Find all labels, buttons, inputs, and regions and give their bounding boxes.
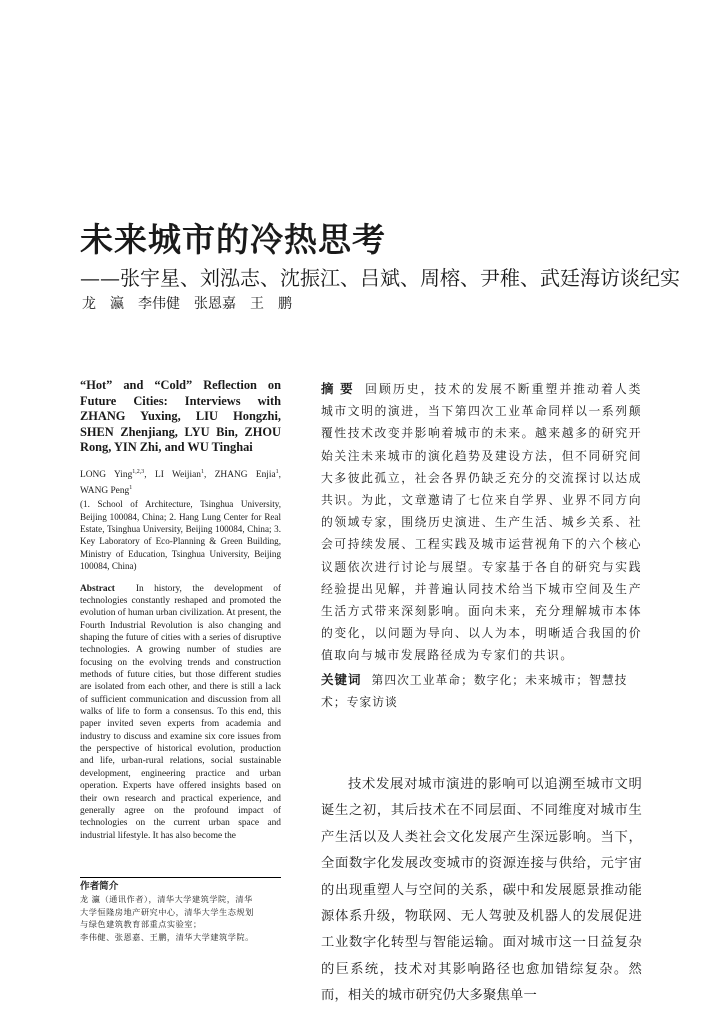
chinese-abstract-text: 回顾历史，技术的发展不断重塑并推动着人类城市文明的演进，当下第四次工业革命同样以一系列颠覆性技术改变并影响着城市的未来。越来越多的研究开始关注未来城市的演化趋势及建设方法，但不同研究间大多彼此孤立，社会各界仍缺乏充分的交流探讨以达成共识。为此，文章邀请了七位来自学界、业界不同方向的领域专家，围绕历史演进、生产生活、城乡关系、社会可持续发展、工程实践及城市运营视角下的六个核心议题依次进行讨论与展望。专家基于各自的研究与实践经验提出见解，并普遍认同技术给当下城市空间及生产生活方式带来深刻影响。面向未来，充分理解城市本体的变化，以问题为导向、以人为本，明晰适合我国的价值取向与城市发展路径成为专家们的共识。 xyxy=(321,382,642,663)
english-abstract xyxy=(80,583,281,842)
article-authors: 龙 瀛 李伟健 张恩嘉 王 鹏 xyxy=(82,296,292,312)
english-abstract-label: Abstract xyxy=(80,583,115,594)
chinese-abstract-column xyxy=(321,378,642,713)
chinese-keywords xyxy=(321,669,642,713)
english-author-2: , LI Weijian xyxy=(144,470,201,481)
english-authors xyxy=(80,466,281,498)
author-intro-line: 与绿色建筑教育部重点实验室； xyxy=(80,919,202,930)
english-author-4: , WANG Peng xyxy=(80,470,282,497)
keywords-text: 第四次工业革命；数字化；未来城市；智慧技术；专家访谈 xyxy=(321,672,628,709)
english-affiliations: (1. School of Architecture, Tsinghua University, Beijing 100084, China; 2. Hang Lung Center for Real Estate, Tsinghua University, Beijing 100084, China; 3. Key Laboratory of Eco-Planning & Green Building, Ministry of Education, Tsinghua University, Beijing 100084, China) xyxy=(80,499,281,572)
author-2-superscript: 1 xyxy=(200,468,204,475)
article-subtitle: ——张宇星、刘泓志、沈振江、吕斌、周榕、尹稚、武廷海访谈纪实 xyxy=(80,266,680,290)
english-column xyxy=(80,378,281,842)
article-title: 未来城市的冷热思考 xyxy=(80,220,386,259)
author-4-superscript: 1 xyxy=(129,485,133,492)
author-intro-line: 李伟健、张恩嘉、王鹏，清华大学建筑学院。 xyxy=(80,931,254,942)
author-1-superscript: 1,2,3 xyxy=(132,468,145,475)
chinese-abstract xyxy=(321,378,642,667)
author-intro-line: 大学恒隆房地产研究中心，清华大学生态规划 xyxy=(80,906,254,917)
body-paragraph: 技术发展对城市演进的影响可以追溯至城市文明诞生之初，其后技术在不同层面、不同维度对城市生产生活以及人类社会文化发展产生深远影响。当下，全面数字化发展改变城市的资源连接与供给，元宇宙的出现重塑人与空间的关系，碳中和发展愿景推动能源体系升级，物联网、无人驾驶及机器人的发展促进工业数字化转型与智能运输。面对城市这一日益复杂的巨系统，技术对其影响路径也愈加错综复杂。然而，相关的城市研究仍大多聚焦单一 xyxy=(321,777,642,1004)
author-3-superscript: 1 xyxy=(275,468,279,475)
english-abstract-text: In history, the development of technologies constantly reshaped and promoted the evolution of human urban civilization. At present, the Fourth Industrial Revolution is also changing and shaping the future of cities with a series of disruptive technologies. A growing number of studies are focusing on the evolving trends and construction methods of future cities, but those different studies are isolated from each other, and there is still a lack of sufficient communication and discussion from all walks of life to form a consensus. To this end, this paper invited seven experts from academia and industry to discuss and examine six core issues from the perspective of historical evolution, production and life, urban-rural relations, social sustainable development, engineering practice and urban operation. Experts have offered insights based on their own research and practical experience, and generally agree on the profound impact of technologies on the current urban space and industrial lifestyle. It has also become the xyxy=(80,583,281,841)
author-intro-line: 龙 瀛（通讯作者），清华大学建筑学院，清华 xyxy=(80,894,253,904)
keywords-label: 关键词 xyxy=(321,671,362,687)
english-title: “Hot” and “Cold” Reflection on Future Cities: Interviews with ZHANG Yuxing, LIU Hongzhi, SHEN Zhenjiang, LYU Bin, ZHOU Rong, YIN Zhi, and WU Tinghai xyxy=(80,378,281,455)
author-intro-divider xyxy=(80,877,281,878)
author-intro-heading: 作者简介 xyxy=(80,881,119,892)
chinese-abstract-label: 摘要 xyxy=(321,381,360,396)
english-author-3: , ZHANG Enjia xyxy=(203,470,276,481)
english-author-1: LONG Ying xyxy=(80,470,133,481)
author-intro xyxy=(80,880,285,943)
